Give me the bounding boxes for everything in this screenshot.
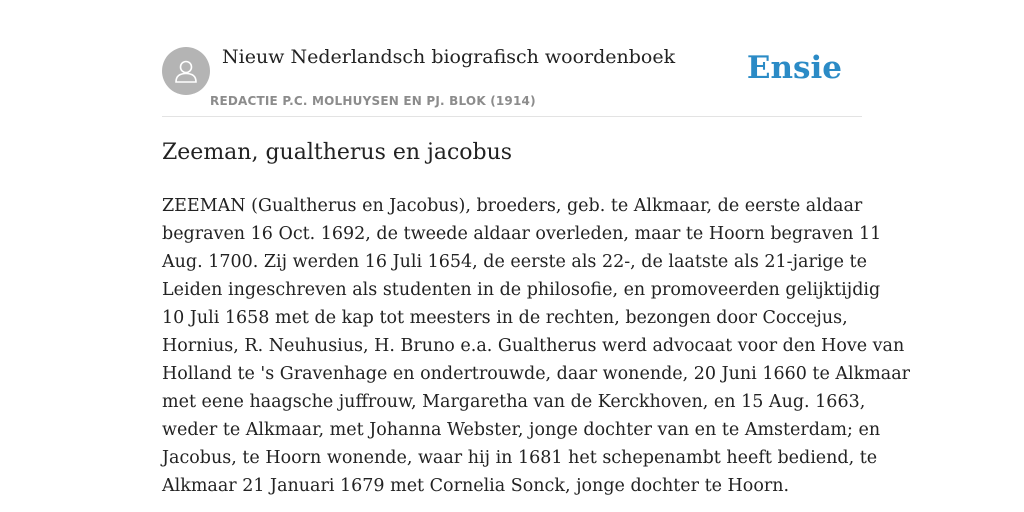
header [162,0,862,117]
article-line: ZEEMAN (Gualtherus en Jacobus), broeders, geb. te Alkmaar, de eerste aldaar [162,196,863,216]
avatar[interactable] [162,47,210,95]
article-line: met eene haagsche juffrouw, Margaretha van de Kerckhoven, en 15 Aug. 1663, [162,392,866,412]
article-line: Jacobus, te Hoorn wonende, waar hij in 1681 het schepenambt heeft bediend, te [162,448,878,468]
article-line: 10 Juli 1658 met de kap tot meesters in de rechten, bezongen door Coccejus, [162,308,848,328]
book-title[interactable]: Nieuw Nederlandsch biografisch woordenboek [222,46,676,68]
article-body [162,192,911,500]
article-line: begraven 16 Oct. 1692, de tweede aldaar overleden, maar te Hoorn begraven 11 [162,224,882,244]
article-title: Zeeman, gualtherus en jacobus [162,140,513,165]
article-line: Leiden ingeschreven als studenten in de philosofie, en promoveerden gelijktijdig [162,280,881,300]
user-icon [172,57,200,85]
article-line: Aug. 1700. Zij werden 16 Juli 1654, de eerste als 22-, de laatste als 21-jarige te [162,252,867,272]
editors-credit: REDACTIE P.C. MOLHUYSEN EN PJ. BLOK (1914) [210,94,536,108]
article-line: Alkmaar 21 Januari 1679 met Cornelia Sonck, jonge dochter te Hoorn. [162,476,790,496]
ensie-logo[interactable]: Ensie [746,50,842,86]
article-line: Hornius, R. Neuhusius, H. Bruno e.a. Gualtherus werd advocaat voor den Hove van [162,336,905,356]
article-line: weder te Alkmaar, met Johanna Webster, jonge dochter van en te Amsterdam; en [162,420,881,440]
article-line: Holland te 's Gravenhage en ondertrouwde, daar wonende, 20 Juni 1660 te Alkmaar [162,364,911,384]
